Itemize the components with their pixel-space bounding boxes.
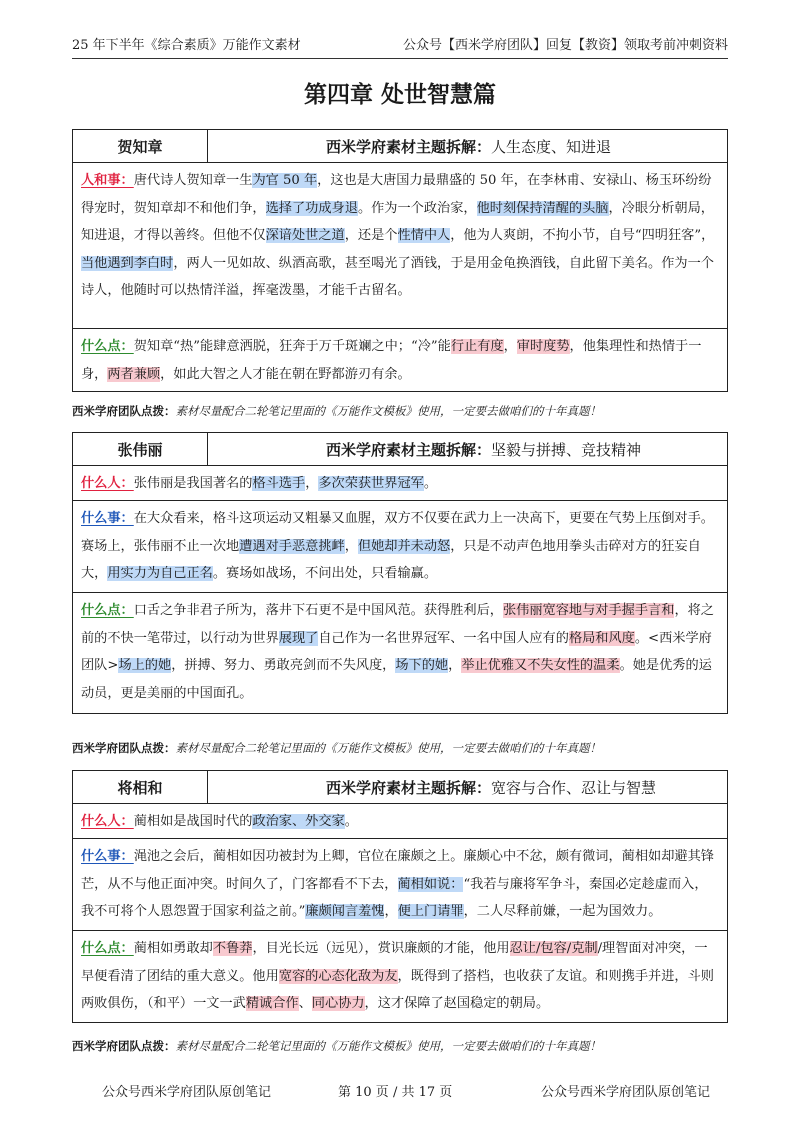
highlight: 性情中人	[397, 228, 451, 243]
section-who	[73, 804, 727, 839]
tip-text: 素材尽量配合二轮笔记里面的《万能作文模板》使用，一定要去做咱们的十年真题！	[175, 741, 601, 755]
highlight: 廉颇闻言羞愧	[305, 904, 385, 919]
tip-note	[72, 740, 601, 756]
highlight: 深谙处世之道	[265, 228, 345, 243]
text: 。<西米学府团队>	[81, 630, 712, 673]
text: 。她是优秀的运动员，更是美丽的中国面孔。	[81, 658, 712, 701]
highlight: 便上门请罪	[397, 904, 464, 919]
highlight: 场上的她	[118, 658, 172, 673]
highlight: 审时度势	[516, 339, 570, 354]
highlight: 为官 50 年	[252, 173, 318, 188]
text: ，既得到了搭档，也收获了友谊。和则携手并进，斗则两败俱伤，（和平）一文一武	[81, 968, 714, 1011]
text: 渑池之会后，蔺相如因功被封为上卿，官位在廉颇之上。廉颇心中不忿，颇有微词，蔺相如却避其锋芒，从不与他正面冲突。时间久了，门客都看不下去，	[81, 849, 714, 892]
text: ，拼搏、努力、勇敢亮剑而不失风度，	[171, 658, 396, 673]
highlight: 宽容的心态化敌为友	[278, 968, 398, 984]
section-label: 人和事：	[81, 173, 134, 188]
highlight: 格局和风度	[568, 630, 635, 646]
highlight: 他时刻保持清醒的头脑	[476, 200, 609, 216]
section-label: 什么点：	[81, 339, 134, 354]
text: /理智面对冲突，一早便看清了团结的重大意义。他用	[81, 941, 708, 984]
text: ，这才保障了赵国稳定的朝局。	[364, 996, 550, 1011]
text: ，还是个	[344, 228, 398, 243]
highlight: 政治家、外交家	[252, 814, 345, 829]
tip-label: 西米学府团队点拨：	[72, 1039, 176, 1053]
text: 、	[298, 996, 312, 1011]
highlight: 举止优雅又不失女性的温柔	[461, 658, 620, 673]
section-label: 什么事：	[81, 849, 134, 864]
theme-label: 西米学府素材主题拆解：	[326, 778, 492, 797]
text: ，	[448, 658, 462, 673]
highlight: 行止有度	[450, 339, 504, 354]
highlight: 同心协力	[311, 996, 365, 1011]
header-left: 25 年下半年《综合素质》万能作文素材	[72, 38, 301, 53]
section-takeaway	[73, 593, 727, 713]
text: ，	[344, 538, 358, 554]
section-label: 什么点：	[81, 603, 134, 618]
text: ，将之前的不快一笔带过，以行动为世界	[81, 603, 714, 646]
text: ，这也是大唐国力最鼎盛的 50 年，在李林甫、安禄山、杨玉环纷纷得宠时，贺知章却不和他们争，	[81, 173, 712, 216]
section-label: 什么人：	[81, 814, 134, 829]
theme-label: 西米学府素材主题拆解：	[326, 440, 492, 459]
material-card-zhang-weili	[72, 432, 728, 714]
section-people-events	[73, 163, 727, 329]
highlight: 格斗选手	[252, 476, 306, 491]
theme-label: 西米学府素材主题拆解：	[326, 137, 492, 156]
highlight: 但她却并未动怒	[357, 538, 451, 554]
text: ，他为人爽朗，不拘小节，自号“四明狂客”，	[450, 228, 715, 243]
text: ，只是不动声色地用拳头击碎对方的狂妄自大，	[81, 538, 701, 581]
section-label: 什么人：	[81, 476, 134, 491]
text: 蔺相如是战国时代的	[133, 814, 253, 829]
section-label: 什么事：	[81, 511, 134, 526]
highlight: 张伟丽宽容地与对手握手言和	[503, 603, 675, 618]
card-name: 贺知章	[73, 130, 208, 162]
text: ，	[384, 904, 398, 919]
text: 张伟丽是我国著名的	[133, 476, 253, 491]
section-what	[73, 501, 727, 593]
highlight: 选择了功成身退	[265, 200, 358, 216]
text: 唐代诗人贺知章一生	[133, 173, 253, 188]
tip-label: 西米学府团队点拨：	[72, 741, 176, 755]
text: ，	[305, 476, 319, 491]
card-name: 将相和	[73, 771, 208, 803]
card-theme	[208, 433, 727, 465]
card-theme	[208, 130, 727, 162]
highlight: 不鲁莽	[212, 941, 253, 956]
highlight: 遭遇对手恶意挑衅	[239, 538, 345, 554]
chapter-title: 第四章 处世智慧篇	[303, 82, 496, 108]
text: 。	[423, 476, 438, 491]
tip-note	[72, 403, 601, 419]
tip-text: 素材尽量配合二轮笔记里面的《万能作文模板》使用，一定要去做咱们的十年真题！	[175, 404, 601, 418]
page-header	[72, 34, 728, 59]
text: 蔺相如勇敢却	[133, 941, 213, 956]
text: “我若与廉将军争斗，秦国必定趁虚而入，我不可将个人恩怨置于国家利益之前。”	[81, 876, 708, 919]
text: 。	[344, 814, 358, 829]
highlight: 两者兼顾	[107, 366, 161, 382]
text: ，他集理性和热情于一身，	[81, 339, 702, 382]
text: 在大众看来，格斗这项运动又粗暴又血腥，双方不仅要在武力上一决高下，更要在气势上压倒对手。赛场上，张伟丽不止一次地	[81, 511, 714, 554]
theme-text: 人生态度、知进退	[491, 137, 612, 156]
highlight: 忍让/包容/克制	[509, 941, 598, 956]
text: 。赛场如战场，不问出处，只看输赢。	[212, 566, 438, 581]
section-what	[73, 839, 727, 931]
page-number: 第 10 页 / 共 17 页	[338, 1085, 453, 1100]
text: ，目光长远（远见），赏识廉颇的才能，他用	[252, 941, 510, 956]
text: ，两人一见如故、纵酒高歌，甚至喝光了酒钱，于是用金龟换酒钱，自此留下美名。作为一个诗人，他随时可以热情洋溢，挥毫泼墨，才能千古留名。	[81, 255, 714, 298]
text: 。作为一个政治家，	[357, 200, 477, 216]
text: 贺知章“热”能肆意洒脱，狂奔于万千斑斓之中；“冷”能	[133, 339, 451, 354]
card-name: 张伟丽	[73, 433, 208, 465]
section-label: 什么点：	[81, 941, 134, 956]
tip-label: 西米学府团队点拨：	[72, 404, 176, 418]
highlight: 场下的她	[395, 658, 449, 673]
tip-note	[72, 1038, 601, 1054]
material-card-jiang-xiang-he	[72, 770, 728, 1023]
text: ，冷眼分析朝局，知进退，才得以善终。但他不仅	[81, 200, 714, 243]
card-theme	[208, 771, 727, 803]
text: 口舌之争非君子所为，落井下石更不是中国风范。获得胜利后，	[133, 603, 503, 618]
text: ，二人尽释前嫌，一起为国效力。	[463, 904, 662, 919]
highlight: 多次荣获世界冠军	[318, 476, 424, 491]
material-card-he-zhizhang	[72, 129, 728, 392]
section-takeaway	[73, 329, 727, 391]
section-who	[73, 466, 727, 501]
text: 自己作为一名世界冠军、一名中国人应有的	[318, 630, 569, 646]
header-right: 公众号【西米学府团队】回复【教资】领取考前冲刺资料	[402, 38, 728, 53]
tip-text: 素材尽量配合二轮笔记里面的《万能作文模板》使用，一定要去做咱们的十年真题！	[175, 1039, 601, 1053]
footer-left: 公众号西米学府团队原创笔记	[102, 1085, 272, 1100]
text: ，	[503, 339, 517, 354]
highlight: 展现了	[278, 630, 319, 646]
highlight: 精诚合作	[245, 996, 299, 1011]
highlight: 蔺相如说：	[397, 876, 464, 892]
footer-right: 公众号西米学府团队原创笔记	[541, 1085, 711, 1100]
highlight: 用实力为自己正名	[107, 566, 213, 581]
text: ，如此大智之人才能在朝在野都游刃有余。	[160, 366, 411, 382]
section-takeaway	[73, 931, 727, 1022]
theme-text: 坚毅与拼搏、竞技精神	[491, 440, 642, 459]
theme-text: 宽容与合作、忍让与智慧	[491, 778, 657, 797]
highlight: 当他遇到李白时	[81, 255, 174, 271]
